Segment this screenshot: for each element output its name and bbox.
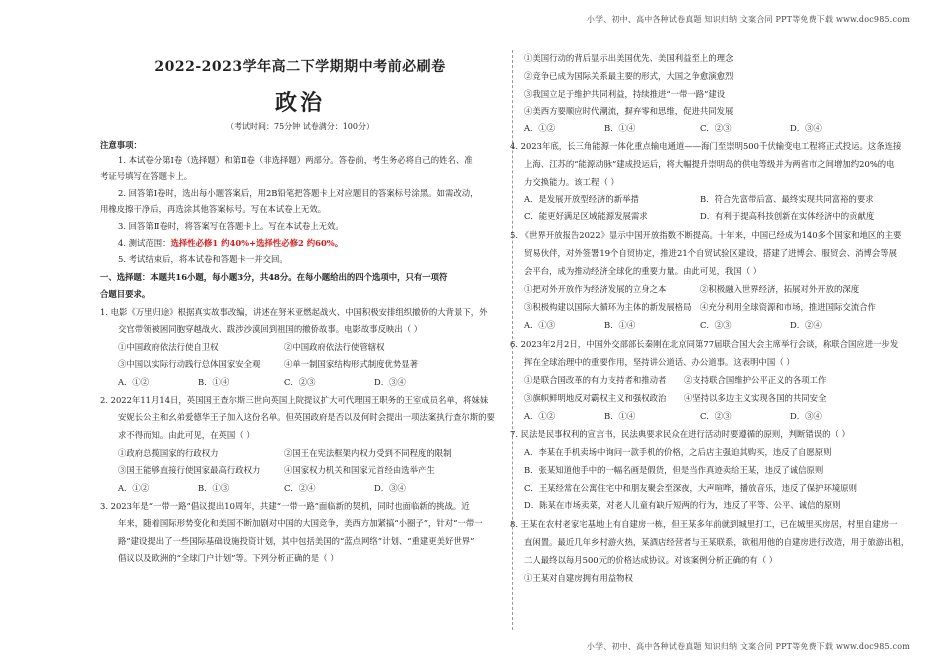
q3-option-2: ②竞争已成为国际关系最主要的形式，大国之争愈演愈烈 xyxy=(524,71,734,81)
q8-stem-1: 8. 王某在农村老家宅基地上有自建房一栋，但王某多年前就到城里打工，已在城里买房居，村里自建房一 xyxy=(510,519,898,529)
q8-stem-3: 二人最终以每月500元的价格达成协议。对该案例分析正确的有（ ） xyxy=(524,555,778,565)
q4-answer-d[interactable]: D．有利于提高科技创新在实体经济中的贡献度 xyxy=(700,211,875,221)
section-heading-1: 一、选择题：本题共16小题，每小题3分，共48分。在每小题给出的四个选项中，只有一项符 xyxy=(100,272,448,282)
q8-stem-2: 直闲置。最近几年乡村游火热，某酒店经营者与王某联系，欲租用他的自建房进行改造，用于旅游出租， xyxy=(524,537,910,547)
q2-stem-3: 求不得而知。由此可见，在英国（ ） xyxy=(118,430,255,440)
q2-answer-a[interactable]: A．①② xyxy=(118,483,150,493)
q6-answer-b[interactable]: B．①④ xyxy=(604,411,636,421)
note-4 xyxy=(118,237,343,249)
q4-stem-3: 力交换能力。该工程（ ） xyxy=(524,177,619,187)
q2-option-4: ④国家权力机关和国家元首经由选举产生 xyxy=(284,465,435,475)
q6-answer-a[interactable]: A．①② xyxy=(524,411,556,421)
q5-answer-a[interactable]: A．①③ xyxy=(524,320,556,330)
q3-stem-3: 路”建设提出了一些国际基础设施投资计划，其中包括美国的“蓝点网络”计划、“重建更美好世界” xyxy=(118,536,475,546)
q1-answer-b[interactable]: B．①④ xyxy=(198,377,230,387)
q7-answer-c[interactable]: C．王某经常在公寓住宅中和朋友聚会至深夜，大声喧哗，播放音乐，违反了保护环境原则 xyxy=(524,483,858,493)
q5-option-3: ③积极构建以国际大循环为主体的新发展格局 xyxy=(524,302,692,312)
notes-heading: 注意事项： xyxy=(100,140,142,150)
q5-option-4: ④充分利用全球资源和市场，推进国际交流合作 xyxy=(700,302,876,312)
q3-stem-2: 年来，随着国际形势变化和美国不断加剧对中国的大国竞争，美西方加紧搞“小圈子”，针对“一带一 xyxy=(118,518,483,528)
q5-stem-1: 5. 《世界开放报告2022》显示中国开放指数不断提高。十年来，中国已经成为140多个国家和地区的主要 xyxy=(510,230,902,240)
section-heading-2: 合题目要求。 xyxy=(100,289,151,299)
q3-stem-4: 倡议以及欧洲的“全球门户计划”等。下列分析正确的是（ ） xyxy=(118,553,339,563)
q5-option-1: ①把对外开放作为经济发展的立身之本 xyxy=(524,284,667,294)
q1-option-2: ②中国政府依法行使管辖权 xyxy=(284,342,385,352)
q1-stem-2: 交官带领被困同胞穿越战火、跋涉沙漠回到祖国的撤侨故事。电影故事反映出（ ） xyxy=(118,324,423,334)
q7-stem: 7. 民法是民事权利的宣言书，民法典要求民众在进行活动时要遵循的原则，判断错误的（ ） xyxy=(510,429,850,439)
q5-stem-3: 会平台，成为推动经济全球化的重要力量。由此可见，我国（ ） xyxy=(524,266,762,276)
note-5: 5. 考试结束后，将本试卷和答题卡一并交回。 xyxy=(118,254,288,264)
q6-stem-1: 6. 2023年2月2日，中国外交部部长秦刚在北京同第77届联合国大会主席举行会谈，称联合国应进一步发 xyxy=(510,339,899,349)
q1-option-1: ①中国政府依法行使自卫权 xyxy=(118,342,219,352)
note-4-range: 选择性必修1 约40%+选择性必修2 约60%。 xyxy=(170,238,344,248)
q5-option-2: ②积极融入世界经济，拓展对外开放的深度 xyxy=(700,284,860,294)
q6-option-3: ③旗帜鲜明地反对霸权主义和强权政治 xyxy=(524,393,667,403)
note-4-prefix: 4. 测试范围： xyxy=(118,238,171,248)
q5-answer-d[interactable]: D．②④ xyxy=(790,320,822,330)
q7-answer-b[interactable]: B．张某知道他手中的一幅名画是假货，但是当作真迹卖给王某，违反了诚信原则 xyxy=(524,465,824,475)
exam-meta: （考试时间：75分钟 试卷满分：100分） xyxy=(226,122,374,131)
q4-answer-a[interactable]: A．是发展开放型经济的新举措 xyxy=(524,194,639,204)
q3-option-4: ④美西方要顺应时代潮流，摒弃零和思维，促进共同发展 xyxy=(524,106,734,116)
q6-answer-d[interactable]: D．③④ xyxy=(790,411,822,421)
q3-answer-c[interactable]: C．②③ xyxy=(700,123,732,133)
q4-stem-2: 上海、江苏的“能源动脉”建成投运后，将大幅提升崇明岛的供电等级并为两省市之间增加约20%的电 xyxy=(524,159,895,169)
q2-answer-d[interactable]: D．③④ xyxy=(374,483,406,493)
q6-option-2: ②支持联合国维护公平正义的各项工作 xyxy=(684,375,827,385)
q3-answer-d[interactable]: D．③④ xyxy=(790,123,822,133)
q1-option-3: ③中国以实际行动践行总体国家安全观 xyxy=(118,359,261,369)
bottom-banner[interactable]: 小学、初中、高中各种试卷真题 知识归纳 文案合同 PPT等免费下载 www.doc985.com xyxy=(586,642,910,651)
q5-answer-c[interactable]: C．②③ xyxy=(700,320,732,330)
q2-option-3: ③国王能够直接行使国家最高行政权力 xyxy=(118,465,261,475)
q3-option-1: ①美国行动的背后显示出美国优先、美国利益至上的理念 xyxy=(524,53,734,63)
q5-answer-b[interactable]: B．①④ xyxy=(604,320,636,330)
q2-stem-1: 2. 2022年11月14日，英国国王查尔斯三世向英国上院提议扩大可代理国王职务的王室成员名单，将妹妹 xyxy=(100,395,489,405)
q7-answer-d[interactable]: D．陈某在市场卖菜，对老人儿童有缺斤短两的行为，违反了平等、公平、诚信的原则 xyxy=(524,500,841,510)
top-banner[interactable]: 小学、初中、高中各种试卷真题 知识归纳 文案合同 PPT等免费下载 www.doc985.com xyxy=(586,15,910,24)
q3-stem-1: 3. 2023年是“一带一路”倡议提出10周年，共建“一带一路”面临新的契机，同时也面临新的挑战。近 xyxy=(100,501,470,511)
q3-option-3: ③我国立足于维护共同利益，持续推进“一带一路”建设 xyxy=(524,89,726,99)
q7-answer-a[interactable]: A．李某在手机卖场中询问一款手机的价格，之后店主强迫其购买，违反了自愿原则 xyxy=(524,447,832,457)
q4-answer-b[interactable]: B．符合先富带后富、最终实现共同富裕的要求 xyxy=(700,194,874,204)
q6-stem-2: 挥在全球治理中的重要作用，坚持讲公道话、办公道事。这表明中国（ ） xyxy=(524,357,795,367)
q3-answer-b[interactable]: B．①④ xyxy=(604,123,636,133)
q6-option-4: ④坚持以多边主义实现各国的共同安全 xyxy=(684,393,827,403)
exam-title: 2022-2023学年高二下学期期中考前必刷卷 xyxy=(154,59,446,75)
q1-stem-1: 1. 电影《万里归途》根据真实故事改编，讲述在努米亚燃起战火、中国积极安排组织撤侨的大背景下，外 xyxy=(100,307,488,317)
note-1b: 考证号填写在答题卡上。 xyxy=(100,171,193,181)
note-3: 3. 回答第Ⅱ卷时，将答案写在答题卡上。写在本试卷上无效。 xyxy=(118,221,344,231)
note-2b: 用橡皮擦干净后，再选涂其他答案标号。写在本试卷上无效。 xyxy=(100,204,327,214)
q6-answer-c[interactable]: C．②③ xyxy=(700,411,732,421)
q2-answer-c[interactable]: C．②④ xyxy=(284,483,316,493)
subject-title: 政治 xyxy=(274,90,325,116)
q6-option-1: ①是联合国改革的有力支持者和推动者 xyxy=(524,375,667,385)
q2-answer-b[interactable]: B．①③ xyxy=(198,483,230,493)
q2-option-2: ②国王在宪法框架内权力受到不同程度的限制 xyxy=(284,448,452,458)
q1-answer-a[interactable]: A．①② xyxy=(118,377,150,387)
q1-answer-d[interactable]: D．③④ xyxy=(374,377,406,387)
q8-option-1: ①王某对自建房拥有用益物权 xyxy=(524,573,633,583)
q2-stem-2: 安妮长公主和幺弟爱德华王子加入这份名单。但英国政府是否以及何时会提出一项法案执行查尔斯的要 xyxy=(118,412,495,422)
q1-answer-c[interactable]: C．②③ xyxy=(284,377,316,387)
note-2a: 2. 回答第Ⅰ卷时，选出每小题答案后，用2B铅笔把答题卡上对应题目的答案标号涂黑。如需改动， xyxy=(118,188,479,198)
q5-stem-2: 贸易伙伴，对外签署19个自贸协定，推进21个自贸试验区建设，搭建了进博会、服贸会、消博会等展 xyxy=(524,248,898,258)
note-1a: 1. 本试卷分第Ⅰ卷（选择题）和第Ⅱ卷（非选择题）两部分。答卷前，考生务必将自己的姓名、准 xyxy=(118,155,473,165)
q4-answer-c[interactable]: C．能更好满足区域能源发展需求 xyxy=(524,211,648,221)
q1-option-4: ④单一制国家结构形式制度优势显著 xyxy=(284,359,418,369)
q3-answer-a[interactable]: A．①② xyxy=(524,123,556,133)
q4-stem-1: 4. 2023年底，长三角能源一体化重点输电通道——海门至崇明500千伏输变电工程将正式投运。这条连接 xyxy=(510,141,902,151)
q2-option-1: ①政府总揽国家的行政权力 xyxy=(118,448,219,458)
